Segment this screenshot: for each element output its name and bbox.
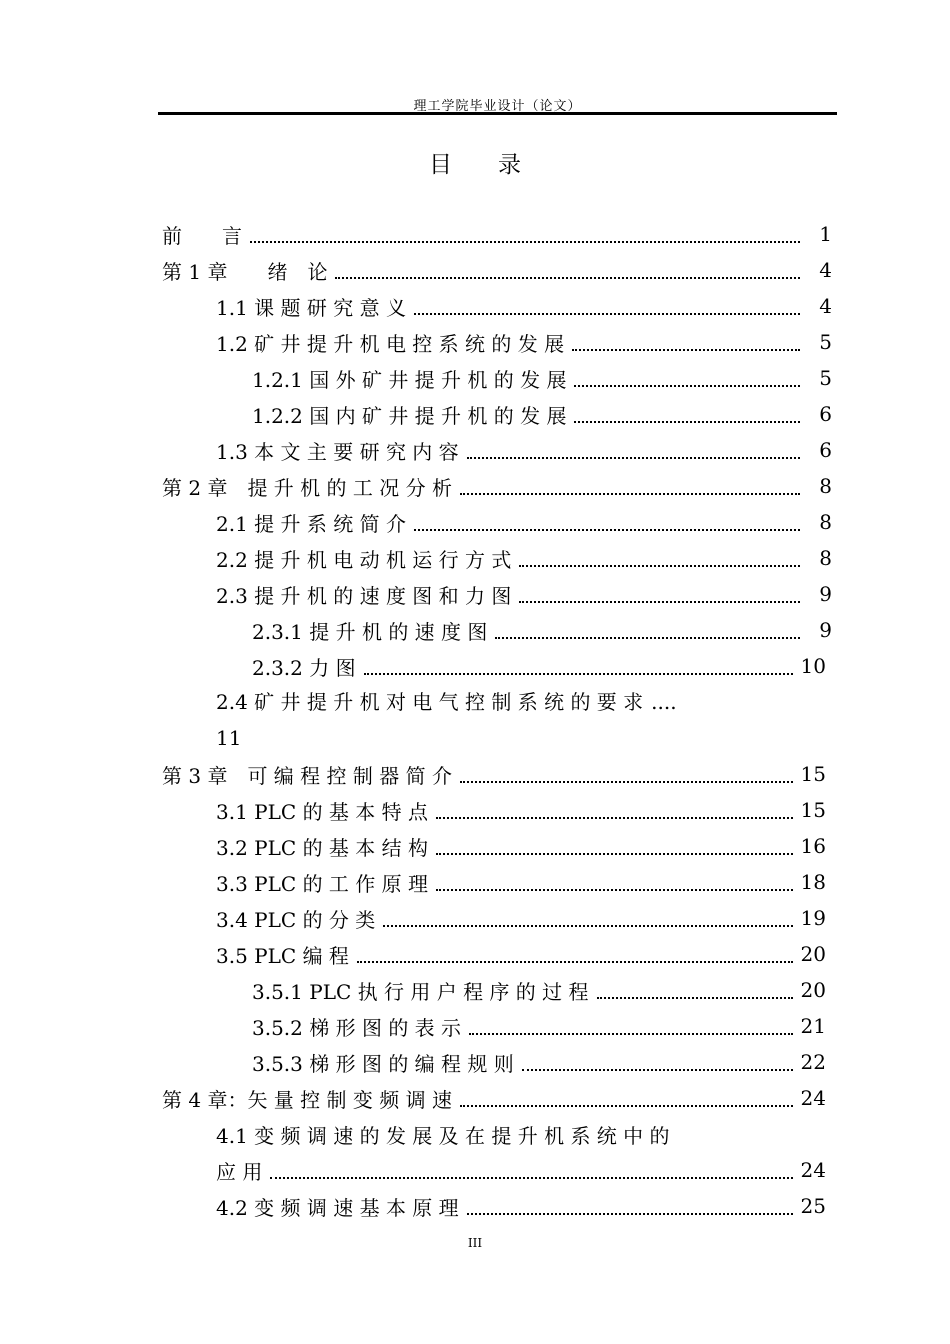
toc-entry-label: 3.5 PLC 编 程 bbox=[216, 943, 349, 968]
toc-entry-3-3[interactable] bbox=[216, 864, 826, 900]
toc-leader-dots bbox=[467, 437, 800, 459]
toc-entry-4-2[interactable] bbox=[216, 1188, 826, 1224]
toc-entry-chapter-4[interactable] bbox=[162, 1080, 826, 1116]
toc-entry-2-3-1[interactable] bbox=[252, 612, 832, 648]
toc-entry-label: 3.3 PLC 的 工 作 原 理 bbox=[216, 871, 428, 896]
toc-entry-page: 22 bbox=[800, 1050, 826, 1074]
toc-entry-3-2[interactable] bbox=[216, 828, 826, 864]
toc-entry-page: 4 bbox=[819, 294, 832, 318]
toc-entry-page: 18 bbox=[800, 870, 826, 894]
toc-title: 目录 bbox=[429, 152, 567, 178]
toc-entry-3-5-2[interactable] bbox=[252, 1008, 826, 1044]
toc-leader-dots bbox=[572, 329, 800, 351]
toc-entry-label: 第 2 章 提 升 机 的 工 况 分 析 bbox=[162, 475, 452, 500]
toc-leader-dots bbox=[250, 221, 800, 243]
toc-entry-preface[interactable] bbox=[162, 216, 832, 252]
toc-entry-page: 15 bbox=[800, 762, 826, 786]
toc-leader-dots: .... bbox=[651, 690, 677, 714]
toc-leader-dots bbox=[335, 257, 800, 279]
toc-entry-page: 6 bbox=[819, 438, 832, 462]
toc-leader-dots bbox=[597, 977, 793, 999]
toc-leader-dots bbox=[364, 653, 793, 675]
toc-entry-1-2[interactable] bbox=[216, 324, 832, 360]
toc-entry-label: 3.2 PLC 的 基 本 结 构 bbox=[216, 835, 428, 860]
toc-entry-3-5-3[interactable] bbox=[252, 1044, 826, 1080]
toc-entry-label: 第 4 章：矢 量 控 制 变 频 调 速 bbox=[162, 1087, 452, 1112]
toc-entry-page: 4 bbox=[819, 258, 832, 282]
toc-entry-3-5-1[interactable] bbox=[252, 972, 826, 1008]
toc-entry-label: 3.5.3 梯 形 图 的 编 程 规 则 bbox=[252, 1051, 514, 1076]
toc-leader-dots bbox=[270, 1157, 792, 1179]
toc-entry-1-2-2[interactable] bbox=[252, 396, 832, 432]
toc-entry-label: 1.2.2 国 内 矿 井 提 升 机 的 发 展 bbox=[252, 403, 567, 428]
toc-entry-label: 4.2 变 频 调 速 基 本 原 理 bbox=[216, 1195, 459, 1220]
toc-entry-page: 9 bbox=[819, 618, 832, 642]
page-number: III bbox=[467, 1236, 483, 1250]
toc-leader-dots bbox=[574, 365, 800, 387]
toc-entry-4-1[interactable] bbox=[216, 1116, 826, 1152]
toc-leader-dots bbox=[519, 545, 800, 567]
toc-entry-label: 第 1 章 绪 论 bbox=[162, 259, 328, 284]
toc-entry-page: 8 bbox=[819, 546, 832, 570]
toc-entry-page: 15 bbox=[800, 798, 826, 822]
toc-leader-dots bbox=[436, 869, 793, 891]
toc-entry-label: 1.3 本 文 主 要 研 究 内 容 bbox=[216, 439, 459, 464]
toc-entry-page: 5 bbox=[819, 366, 832, 390]
toc-entry-label: 2.1 提 升 系 统 简 介 bbox=[216, 511, 406, 536]
toc-entry-chapter-3[interactable] bbox=[162, 756, 826, 792]
toc-entry-2-4[interactable] bbox=[216, 684, 832, 756]
toc-entry-label: 3.4 PLC 的 分 类 bbox=[216, 907, 376, 932]
toc-entry-label: 3.1 PLC 的 基 本 特 点 bbox=[216, 799, 428, 824]
toc-entry-page: 21 bbox=[800, 1014, 826, 1038]
toc-leader-dots bbox=[414, 509, 800, 531]
toc-entry-3-1[interactable] bbox=[216, 792, 826, 828]
toc-entry-label: 2.3.1 提 升 机 的 速 度 图 bbox=[252, 619, 488, 644]
toc-entry-chapter-1[interactable] bbox=[162, 252, 832, 288]
toc-entry-label: 前 言 bbox=[162, 223, 242, 248]
toc-entry-page: 20 bbox=[800, 978, 826, 1002]
toc-entry-chapter-2[interactable] bbox=[162, 468, 832, 504]
toc-leader-dots bbox=[522, 1049, 793, 1071]
toc-entry-page: 9 bbox=[819, 582, 832, 606]
toc-entry-label: 1.1 课 题 研 究 意 义 bbox=[216, 295, 406, 320]
toc-entry-page: 10 bbox=[800, 654, 826, 678]
toc-entry-3-4[interactable] bbox=[216, 900, 826, 936]
toc-leader-dots bbox=[357, 941, 793, 963]
toc-leader-dots bbox=[436, 833, 793, 855]
toc-entry-page: 19 bbox=[800, 906, 826, 930]
toc-entry-page: 16 bbox=[800, 834, 826, 858]
toc-entry-label: 应 用 bbox=[216, 1159, 263, 1184]
toc-entry-1-3[interactable] bbox=[216, 432, 832, 468]
toc-entry-page: 8 bbox=[819, 474, 832, 498]
toc-entry-3-5[interactable] bbox=[216, 936, 826, 972]
toc-leader-dots bbox=[460, 761, 793, 783]
toc-entry-label: 2.3 提 升 机 的 速 度 图 和 力 图 bbox=[216, 583, 512, 608]
toc-leader-dots bbox=[436, 797, 793, 819]
toc-entry-page: 5 bbox=[819, 330, 832, 354]
toc-entry-page: 6 bbox=[819, 402, 832, 426]
toc-entry-page: 25 bbox=[800, 1194, 826, 1218]
toc-leader-dots bbox=[519, 581, 800, 603]
toc-leader-dots bbox=[383, 905, 792, 927]
toc-entry-page: 24 bbox=[800, 1086, 826, 1110]
toc-entry-label: 3.5.1 PLC 执 行 用 户 程 序 的 过 程 bbox=[252, 979, 589, 1004]
toc-leader-dots bbox=[495, 617, 800, 639]
toc-entry-2-1[interactable] bbox=[216, 504, 832, 540]
toc-entry-page: 20 bbox=[800, 942, 826, 966]
toc-entry-page: 1 bbox=[819, 222, 832, 246]
toc-entry-label: 1.2 矿 井 提 升 机 电 控 系 统 的 发 展 bbox=[216, 331, 565, 356]
toc-leader-dots bbox=[460, 473, 800, 495]
toc-entry-2-2[interactable] bbox=[216, 540, 832, 576]
toc-leader-dots bbox=[414, 293, 800, 315]
toc-entry-label: 1.2.1 国 外 矿 井 提 升 机 的 发 展 bbox=[252, 367, 567, 392]
toc-entry-page: 11 bbox=[216, 726, 242, 750]
toc-leader-dots bbox=[460, 1085, 793, 1107]
toc-entry-2-3-2[interactable] bbox=[252, 648, 826, 684]
toc-entry-label: 2.2 提 升 机 电 动 机 运 行 方 式 bbox=[216, 547, 512, 572]
header-rule bbox=[158, 112, 837, 115]
toc-leader-dots bbox=[574, 401, 800, 423]
toc-entry-4-1-continued[interactable] bbox=[216, 1152, 826, 1188]
toc-entry-page: 24 bbox=[800, 1158, 826, 1182]
toc-leader-dots bbox=[467, 1193, 793, 1215]
toc-entry-label: 2.4 矿 井 提 升 机 对 电 气 控 制 系 统 的 要 求 bbox=[216, 690, 644, 714]
toc-entry-label: 2.3.2 力 图 bbox=[252, 655, 356, 680]
toc-entry-2-3[interactable] bbox=[216, 576, 832, 612]
toc-entry-1-2-1[interactable] bbox=[252, 360, 832, 396]
toc-entry-page: 8 bbox=[819, 510, 832, 534]
toc-entry-label: 第 3 章 可 编 程 控 制 器 简 介 bbox=[162, 763, 452, 788]
toc-leader-dots bbox=[469, 1013, 793, 1035]
toc-entry-1-1[interactable] bbox=[216, 288, 832, 324]
toc-entry-label: 4.1 变 频 调 速 的 发 展 及 在 提 升 机 系 统 中 的 bbox=[216, 1123, 670, 1148]
toc-entry-label: 3.5.2 梯 形 图 的 表 示 bbox=[252, 1015, 462, 1040]
page-header-text: 理工学院毕业设计（论文） bbox=[413, 99, 582, 114]
